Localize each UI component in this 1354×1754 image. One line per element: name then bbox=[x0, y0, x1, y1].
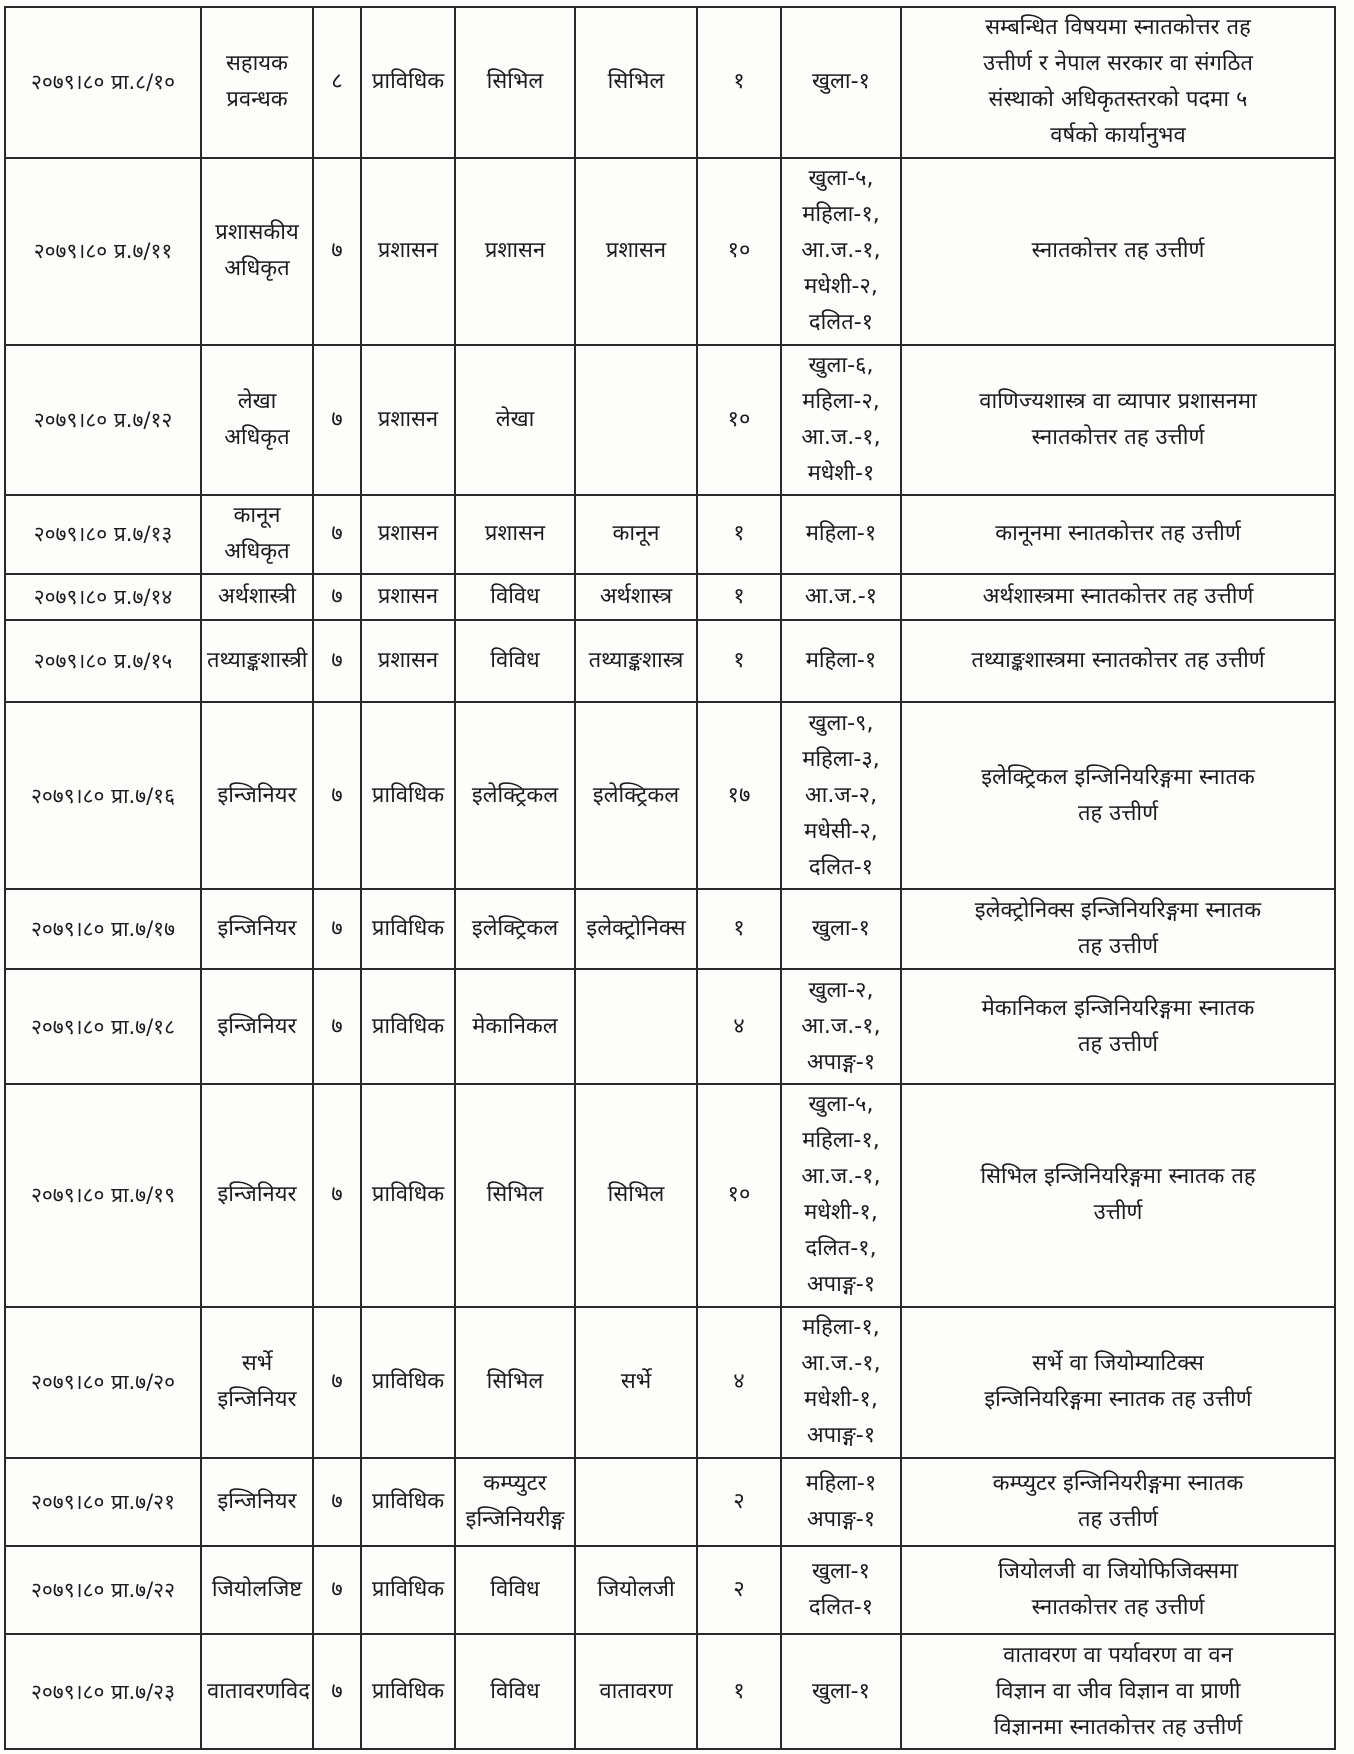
group-cell bbox=[455, 702, 575, 889]
quota-breakdown-line: मधेशी-१ bbox=[807, 460, 875, 486]
post-title-cell bbox=[201, 495, 313, 573]
quota-breakdown-cell bbox=[781, 1458, 901, 1546]
quota-breakdown-line: खुला-५, bbox=[808, 1092, 874, 1118]
level-cell: ७ bbox=[313, 345, 361, 496]
quota-breakdown-line: दलित-१ bbox=[808, 1595, 874, 1621]
group-cell bbox=[455, 969, 575, 1084]
post-title-line: सर्भे bbox=[241, 1351, 273, 1377]
vacancy-count-cell: १ bbox=[697, 7, 781, 158]
vacancy-count-cell: १७ bbox=[697, 702, 781, 889]
subgroup-line: प्रशासन bbox=[605, 238, 667, 264]
service-cell: प्रशासन bbox=[361, 620, 455, 702]
post-code-cell: २०७९।८० प्र.७/१३ bbox=[5, 495, 201, 573]
subgroup-cell bbox=[575, 969, 697, 1084]
subgroup-cell bbox=[575, 1546, 697, 1634]
quota-breakdown-line: मधेशी-१, bbox=[804, 1387, 878, 1413]
table-row bbox=[5, 158, 1335, 345]
group-line: विविध bbox=[490, 1678, 540, 1704]
qualification-cell bbox=[901, 1634, 1335, 1749]
post-title-line: अर्थशास्त्री bbox=[218, 583, 296, 609]
subgroup-cell bbox=[575, 345, 697, 496]
vacancy-count-cell: ४ bbox=[697, 1307, 781, 1458]
post-code-cell: २०७९।८० प्रा.७/१९ bbox=[5, 1084, 201, 1307]
qualification-cell bbox=[901, 1084, 1335, 1307]
quota-breakdown-line: आ.ज.-१, bbox=[801, 1351, 881, 1377]
group-line: मेकानिकल bbox=[472, 1013, 558, 1039]
qualification-line: उत्तीर्ण र नेपाल सरकार वा संगठित bbox=[983, 51, 1253, 77]
post-code-cell: २०७९।८० प्रा.७/१६ bbox=[5, 702, 201, 889]
group-cell bbox=[455, 158, 575, 345]
post-code-cell: २०७९।८० प्रा.७/२१ bbox=[5, 1458, 201, 1546]
qualification-line: सम्बन्धित विषयमा स्नातकोत्तर तह bbox=[985, 15, 1251, 41]
post-title-line: लेखा bbox=[237, 388, 277, 414]
quota-breakdown-line: खुला-१ bbox=[812, 1559, 870, 1585]
qualification-line: विज्ञानमा स्नातकोत्तर तह उत्तीर्ण bbox=[993, 1714, 1243, 1740]
table-row bbox=[5, 620, 1335, 702]
table-row bbox=[5, 1458, 1335, 1546]
quota-breakdown-line: महिला-१ bbox=[805, 521, 877, 547]
vacancy-count-cell: १ bbox=[697, 620, 781, 702]
post-title-cell bbox=[201, 158, 313, 345]
group-line: इलेक्ट्रिकल bbox=[471, 916, 559, 942]
service-cell: प्रशासन bbox=[361, 158, 455, 345]
qualification-cell bbox=[901, 345, 1335, 496]
quota-breakdown-cell bbox=[781, 889, 901, 969]
post-title-line: अधिकृत bbox=[224, 424, 290, 450]
group-line: प्रशासन bbox=[484, 521, 546, 547]
level-cell: ७ bbox=[313, 1458, 361, 1546]
vacancy-table bbox=[4, 6, 1336, 1750]
group-line: इन्जिनियरीङ्ग bbox=[465, 1506, 565, 1532]
service-cell: प्राविधिक bbox=[361, 1634, 455, 1749]
group-cell bbox=[455, 1458, 575, 1546]
quota-breakdown-line: अपाङ्ग-१ bbox=[806, 1272, 876, 1298]
subgroup-cell bbox=[575, 889, 697, 969]
quota-breakdown-line: महिला-१, bbox=[802, 1128, 880, 1154]
qualification-cell bbox=[901, 889, 1335, 969]
qualification-line: सर्भे वा जियोम्याटिक्स bbox=[1032, 1351, 1204, 1377]
post-title-line: सहायक bbox=[226, 51, 288, 77]
post-title-line: प्रशासकीय bbox=[215, 220, 299, 246]
table-body bbox=[5, 7, 1335, 1749]
table-row bbox=[5, 495, 1335, 573]
service-cell: प्राविधिक bbox=[361, 702, 455, 889]
table-row bbox=[5, 1634, 1335, 1749]
quota-breakdown-line: आ.ज.-१, bbox=[801, 1164, 881, 1190]
post-title-cell bbox=[201, 574, 313, 620]
post-code-cell: २०७९।८० प्र.७/१५ bbox=[5, 620, 201, 702]
post-title-line: अधिकृत bbox=[224, 256, 290, 282]
quota-breakdown-line: मधेसी-२, bbox=[804, 818, 878, 844]
subgroup-line: इलेक्ट्रिकल bbox=[592, 782, 680, 808]
quota-breakdown-line: आ.ज.-१ bbox=[804, 583, 878, 609]
table-row bbox=[5, 702, 1335, 889]
service-cell: प्राविधिक bbox=[361, 1546, 455, 1634]
post-title-line: कानून bbox=[233, 503, 281, 529]
qualification-cell bbox=[901, 495, 1335, 573]
post-title-line: प्रवन्धक bbox=[226, 87, 288, 113]
post-title-cell bbox=[201, 969, 313, 1084]
vacancy-count-cell: १ bbox=[697, 1634, 781, 1749]
quota-breakdown-cell bbox=[781, 7, 901, 158]
level-cell: ७ bbox=[313, 1084, 361, 1307]
post-title-cell bbox=[201, 889, 313, 969]
post-code-cell: २०७९।८० प्रा.७/२२ bbox=[5, 1546, 201, 1634]
qualification-line: तह उत्तीर्ण bbox=[1077, 934, 1159, 960]
group-cell bbox=[455, 1546, 575, 1634]
subgroup-cell bbox=[575, 1307, 697, 1458]
qualification-line: उत्तीर्ण bbox=[1093, 1200, 1143, 1226]
service-cell: प्राविधिक bbox=[361, 1458, 455, 1546]
qualification-line: वातावरण वा पर्यावरण वा वन bbox=[1003, 1642, 1233, 1668]
group-cell bbox=[455, 345, 575, 496]
post-code-cell: २०७९।८० प्रा.८/१० bbox=[5, 7, 201, 158]
quota-breakdown-line: दलित-१ bbox=[808, 854, 874, 880]
service-cell: प्रशासन bbox=[361, 495, 455, 573]
post-title-line: इन्जिनियर bbox=[217, 782, 297, 808]
quota-breakdown-line: महिला-२, bbox=[802, 388, 880, 414]
vacancy-count-cell: ४ bbox=[697, 969, 781, 1084]
subgroup-cell bbox=[575, 702, 697, 889]
service-cell: प्राविधिक bbox=[361, 7, 455, 158]
subgroup-line: तथ्याङ्कशास्त्र bbox=[588, 647, 684, 673]
quota-breakdown-line: अपाङ्ग-१ bbox=[806, 1049, 876, 1075]
quota-breakdown-line: आ.ज.-१, bbox=[801, 1013, 881, 1039]
qualification-cell bbox=[901, 969, 1335, 1084]
qualification-line: कानूनमा स्नातकोत्तर तह उत्तीर्ण bbox=[995, 521, 1241, 547]
group-line: विविध bbox=[490, 1577, 540, 1603]
quota-breakdown-cell bbox=[781, 345, 901, 496]
quota-breakdown-line: दलित-१ bbox=[808, 310, 874, 336]
post-code-cell: २०७९।८० प्र.७/११ bbox=[5, 158, 201, 345]
subgroup-line: वातावरण bbox=[599, 1678, 673, 1704]
group-cell bbox=[455, 1307, 575, 1458]
post-title-line: जियोलजिष्ट bbox=[211, 1577, 303, 1603]
qualification-line: इलेक्ट्रोनिक्स इन्जिनियरिङ्गमा स्नातक bbox=[974, 898, 1262, 924]
level-cell: ७ bbox=[313, 1634, 361, 1749]
quota-breakdown-line: महिला-१, bbox=[802, 1315, 880, 1341]
qualification-line: वाणिज्यशास्त्र वा व्यापार प्रशासनमा bbox=[979, 388, 1257, 414]
service-cell: प्रशासन bbox=[361, 345, 455, 496]
qualification-cell bbox=[901, 620, 1335, 702]
vacancy-count-cell: १ bbox=[697, 889, 781, 969]
vacancy-count-cell: १० bbox=[697, 1084, 781, 1307]
post-title-line: इन्जिनियर bbox=[217, 916, 297, 942]
quota-breakdown-cell bbox=[781, 969, 901, 1084]
qualification-line: संस्थाको अधिकृतस्तरको पदमा ५ bbox=[988, 87, 1248, 113]
qualification-cell bbox=[901, 1307, 1335, 1458]
vacancy-count-cell: २ bbox=[697, 1458, 781, 1546]
table-row bbox=[5, 1084, 1335, 1307]
quota-breakdown-cell bbox=[781, 620, 901, 702]
post-title-cell bbox=[201, 1634, 313, 1749]
quota-breakdown-line: महिला-१, bbox=[802, 202, 880, 228]
level-cell: ७ bbox=[313, 1546, 361, 1634]
post-title-cell bbox=[201, 1084, 313, 1307]
subgroup-line: सिभिल bbox=[607, 69, 665, 95]
table-row bbox=[5, 7, 1335, 158]
subgroup-cell bbox=[575, 1634, 697, 1749]
post-title-cell bbox=[201, 345, 313, 496]
qualification-line: इन्जिनियरिङ्गमा स्नातक तह उत्तीर्ण bbox=[984, 1387, 1252, 1413]
service-cell: प्राविधिक bbox=[361, 1084, 455, 1307]
qualification-line: तह उत्तीर्ण bbox=[1077, 1031, 1159, 1057]
subgroup-line: जियोलजी bbox=[597, 1577, 675, 1603]
qualification-line: अर्थशास्त्रमा स्नातकोत्तर तह उत्तीर्ण bbox=[982, 583, 1254, 609]
post-title-line: इन्जिनियर bbox=[217, 1488, 297, 1514]
qualification-line: इलेक्ट्रिकल इन्जिनियरिङ्गमा स्नातक bbox=[981, 764, 1255, 790]
level-cell: ७ bbox=[313, 620, 361, 702]
quota-breakdown-line: महिला-१ bbox=[805, 1470, 877, 1496]
post-title-cell bbox=[201, 702, 313, 889]
level-cell: ८ bbox=[313, 7, 361, 158]
group-cell bbox=[455, 889, 575, 969]
table-row bbox=[5, 1546, 1335, 1634]
quota-breakdown-line: अपाङ्ग-१ bbox=[806, 1506, 876, 1532]
table-row bbox=[5, 345, 1335, 496]
qualification-line: स्नातकोत्तर तह उत्तीर्ण bbox=[1031, 424, 1205, 450]
level-cell: ७ bbox=[313, 702, 361, 889]
quota-breakdown-line: खुला-५, bbox=[808, 166, 874, 192]
vacancy-count-cell: १ bbox=[697, 574, 781, 620]
qualification-cell bbox=[901, 1546, 1335, 1634]
qualification-cell bbox=[901, 7, 1335, 158]
group-line: विविध bbox=[490, 583, 540, 609]
quota-breakdown-line: महिला-१ bbox=[805, 647, 877, 673]
quota-breakdown-line: आ.ज-२, bbox=[804, 782, 878, 808]
post-title-line: अधिकृत bbox=[224, 539, 290, 565]
post-code-cell: २०७९।८० प्र.७/१४ bbox=[5, 574, 201, 620]
vacancy-count-cell: २ bbox=[697, 1546, 781, 1634]
level-cell: ७ bbox=[313, 158, 361, 345]
quota-breakdown-line: खुला-१ bbox=[812, 916, 870, 942]
qualification-line: मेकानिकल इन्जिनियरिङ्गमा स्नातक bbox=[981, 995, 1255, 1021]
quota-breakdown-line: खुला-२, bbox=[808, 977, 874, 1003]
table-row bbox=[5, 969, 1335, 1084]
subgroup-line: कानून bbox=[612, 521, 660, 547]
qualification-line: सिभिल इन्जिनियरिङ्गमा स्नातक तह bbox=[980, 1164, 1256, 1190]
qualification-cell bbox=[901, 1458, 1335, 1546]
group-line: लेखा bbox=[495, 406, 535, 432]
post-title-cell bbox=[201, 620, 313, 702]
table-row bbox=[5, 1307, 1335, 1458]
quota-breakdown-cell bbox=[781, 1307, 901, 1458]
group-cell bbox=[455, 7, 575, 158]
qualification-line: स्नातकोत्तर तह उत्तीर्ण bbox=[1031, 1595, 1205, 1621]
vacancy-count-cell: १ bbox=[697, 495, 781, 573]
group-cell bbox=[455, 1084, 575, 1307]
quota-breakdown-cell bbox=[781, 702, 901, 889]
subgroup-cell bbox=[575, 1458, 697, 1546]
quota-breakdown-line: खुला-१ bbox=[812, 1678, 870, 1704]
qualification-line: विज्ञान वा जीव विज्ञान वा प्राणी bbox=[995, 1678, 1241, 1704]
qualification-line: स्नातकोत्तर तह उत्तीर्ण bbox=[1031, 238, 1205, 264]
quota-breakdown-line: खुला-१ bbox=[812, 69, 870, 95]
quota-breakdown-cell bbox=[781, 1634, 901, 1749]
subgroup-cell bbox=[575, 495, 697, 573]
qualification-cell bbox=[901, 574, 1335, 620]
group-line: विविध bbox=[490, 647, 540, 673]
level-cell: ७ bbox=[313, 969, 361, 1084]
service-cell: प्राविधिक bbox=[361, 889, 455, 969]
post-code-cell: २०७९।८० प्रा.७/२३ bbox=[5, 1634, 201, 1749]
post-code-cell: २०७९।८० प्रा.७/१८ bbox=[5, 969, 201, 1084]
quota-breakdown-cell bbox=[781, 158, 901, 345]
level-cell: ७ bbox=[313, 574, 361, 620]
group-line: कम्प्युटर bbox=[483, 1470, 547, 1496]
group-line: सिभिल bbox=[486, 1182, 544, 1208]
qualification-cell bbox=[901, 702, 1335, 889]
qualification-line: वर्षको कार्यानुभव bbox=[1050, 123, 1186, 149]
level-cell: ७ bbox=[313, 889, 361, 969]
table-row bbox=[5, 889, 1335, 969]
quota-breakdown-cell bbox=[781, 1084, 901, 1307]
qualification-line: जियोलजी वा जियोफिजिक्समा bbox=[997, 1559, 1239, 1585]
subgroup-cell bbox=[575, 158, 697, 345]
quota-breakdown-cell bbox=[781, 495, 901, 573]
group-line: इलेक्ट्रिकल bbox=[471, 782, 559, 808]
post-title-line: तथ्याङ्कशास्त्री bbox=[207, 647, 308, 673]
qualification-line: कम्प्युटर इन्जिनियरीङ्गमा स्नातक bbox=[992, 1470, 1244, 1496]
group-cell bbox=[455, 620, 575, 702]
subgroup-line: सिभिल bbox=[607, 1182, 665, 1208]
quota-breakdown-line: अपाङ्ग-१ bbox=[806, 1423, 876, 1449]
level-cell: ७ bbox=[313, 1307, 361, 1458]
post-code-cell: २०७९।८० प्र.७/१२ bbox=[5, 345, 201, 496]
vacancy-count-cell: १० bbox=[697, 158, 781, 345]
subgroup-line: सर्भे bbox=[620, 1369, 652, 1395]
post-title-line: इन्जिनियर bbox=[217, 1013, 297, 1039]
post-title-cell bbox=[201, 1307, 313, 1458]
post-title-line: वातावरणविद bbox=[207, 1678, 310, 1704]
qualification-line: तह उत्तीर्ण bbox=[1077, 1506, 1159, 1532]
post-title-line: इन्जिनियर bbox=[217, 1182, 297, 1208]
quota-breakdown-line: आ.ज.-१, bbox=[801, 238, 881, 264]
post-title-cell bbox=[201, 7, 313, 158]
subgroup-cell bbox=[575, 7, 697, 158]
service-cell: प्राविधिक bbox=[361, 969, 455, 1084]
post-title-cell bbox=[201, 1546, 313, 1634]
qualification-cell bbox=[901, 158, 1335, 345]
subgroup-cell bbox=[575, 574, 697, 620]
group-line: प्रशासन bbox=[484, 238, 546, 264]
post-title-line: इन्जिनियर bbox=[217, 1387, 297, 1413]
quota-breakdown-line: मधेशी-२, bbox=[804, 274, 878, 300]
subgroup-line: अर्थशास्त्र bbox=[599, 583, 673, 609]
quota-breakdown-line: मधेशी-१, bbox=[804, 1200, 878, 1226]
level-cell: ७ bbox=[313, 495, 361, 573]
post-code-cell: २०७९।८० प्रा.७/२० bbox=[5, 1307, 201, 1458]
subgroup-cell bbox=[575, 620, 697, 702]
qualification-line: तथ्याङ्कशास्त्रमा स्नातकोत्तर तह उत्तीर्ण bbox=[971, 647, 1265, 673]
quota-breakdown-line: खुला-६, bbox=[808, 352, 874, 378]
quota-breakdown-line: महिला-३, bbox=[802, 746, 880, 772]
quota-breakdown-line: आ.ज.-१, bbox=[801, 424, 881, 450]
service-cell: प्रशासन bbox=[361, 574, 455, 620]
quota-breakdown-line: खुला-९, bbox=[808, 710, 874, 736]
subgroup-cell bbox=[575, 1084, 697, 1307]
quota-breakdown-cell bbox=[781, 574, 901, 620]
table-row bbox=[5, 574, 1335, 620]
service-cell: प्राविधिक bbox=[361, 1307, 455, 1458]
subgroup-line: इलेक्ट्रोनिक्स bbox=[586, 916, 686, 942]
quota-breakdown-cell bbox=[781, 1546, 901, 1634]
group-line: सिभिल bbox=[486, 69, 544, 95]
qualification-line: तह उत्तीर्ण bbox=[1077, 800, 1159, 826]
quota-breakdown-line: दलित-१, bbox=[805, 1236, 877, 1262]
group-cell bbox=[455, 1634, 575, 1749]
group-cell bbox=[455, 495, 575, 573]
group-cell bbox=[455, 574, 575, 620]
group-line: सिभिल bbox=[486, 1369, 544, 1395]
vacancy-count-cell: १० bbox=[697, 345, 781, 496]
post-code-cell: २०७९।८० प्रा.७/१७ bbox=[5, 889, 201, 969]
post-title-cell bbox=[201, 1458, 313, 1546]
